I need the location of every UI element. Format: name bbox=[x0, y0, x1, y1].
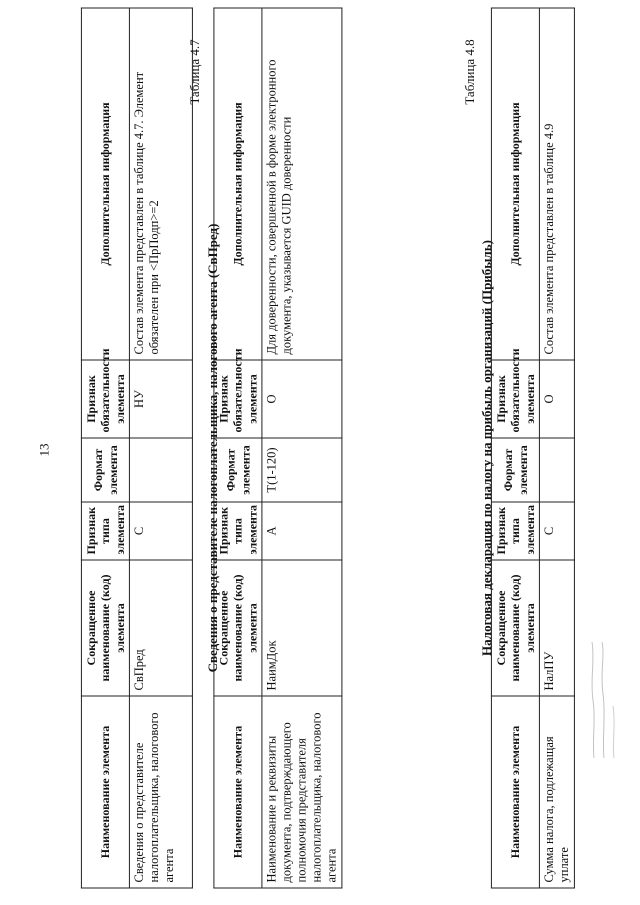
header-info: Дополнительная информация bbox=[214, 8, 262, 360]
scan-stamp bbox=[586, 700, 640, 760]
cell-required: О bbox=[540, 360, 575, 438]
table-row bbox=[540, 8, 575, 888]
table-4-7-wrapper bbox=[213, 8, 342, 889]
header-info: Дополнительная информация bbox=[81, 8, 129, 360]
page-number: 13 bbox=[36, 443, 52, 457]
table-4-8-wrapper bbox=[491, 8, 575, 889]
header-row bbox=[491, 8, 539, 888]
table-top bbox=[81, 8, 193, 889]
cell-code: НалПУ bbox=[540, 560, 575, 696]
header-info: Дополнительная информация bbox=[491, 8, 539, 360]
header-type: Признак типа элемента bbox=[491, 502, 539, 560]
header-required: Признак обязательности элемента bbox=[214, 360, 262, 438]
table-4-8-title: Налоговая декларация по налогу на прибыль организаций (Прибыль) bbox=[479, 240, 494, 656]
header-name: Наименование элемента bbox=[491, 696, 539, 888]
header-type: Признак типа элемента bbox=[214, 502, 262, 560]
cell-code: НаимДок bbox=[262, 560, 342, 696]
table-4-8-caption: Таблица 4.8 bbox=[462, 39, 477, 105]
cell-format: T(1-120) bbox=[262, 438, 342, 502]
cell-type: С bbox=[540, 502, 575, 560]
cell-type: А bbox=[262, 502, 342, 560]
header-code: Сокращенное наименование (код) элемента bbox=[491, 560, 539, 696]
table-4-8 bbox=[491, 8, 575, 889]
table-row bbox=[130, 8, 193, 888]
table-top-wrapper bbox=[81, 8, 193, 889]
header-format: Формат элемента bbox=[491, 438, 539, 502]
cell-required: НУ bbox=[130, 360, 193, 438]
cell-name: Сведения о представителе налогоплательщика, налогового агента bbox=[130, 696, 193, 888]
header-row bbox=[81, 8, 129, 888]
cell-format bbox=[130, 438, 193, 502]
cell-info: Состав элемента представлен в таблице 4.9 bbox=[540, 8, 575, 360]
scan-stamp-icon bbox=[586, 640, 626, 760]
header-format: Формат элемента bbox=[214, 438, 262, 502]
header-format: Формат элемента bbox=[81, 438, 129, 502]
header-name: Наименование элемента bbox=[214, 696, 262, 888]
header-required: Признак обязательности элемента bbox=[81, 360, 129, 438]
header-required: Признак обязательности элемента bbox=[491, 360, 539, 438]
cell-format bbox=[540, 438, 575, 502]
table-4-7-title: Сведения о представителе налогоплательщика, налогового агента (СвПред) bbox=[205, 223, 220, 673]
table-4-7-caption: Таблица 4.7 bbox=[187, 39, 202, 105]
header-type: Признак типа элемента bbox=[81, 502, 129, 560]
cell-type: С bbox=[130, 502, 193, 560]
header-code: Сокращенное наименование (код) элемента bbox=[214, 560, 262, 696]
cell-info: Состав элемента представлен в таблице 4.7. Элемент обязателен при <ПрПодп>=2 bbox=[130, 8, 193, 360]
cell-name: Наименование и реквизиты документа, подтверждающего полномочия представителя налогоплательщика, налогового агента bbox=[262, 696, 342, 888]
cell-code: СвПред bbox=[130, 560, 193, 696]
cell-required: О bbox=[262, 360, 342, 438]
header-code: Сокращенное наименование (код) элемента bbox=[81, 560, 129, 696]
cell-info: Для доверенности, совершенной в форме электронного документа, указывается GUID доверенности bbox=[262, 8, 342, 360]
header-row bbox=[214, 8, 262, 888]
cell-name: Сумма налога, подлежащая уплате bbox=[540, 696, 575, 888]
table-4-7 bbox=[213, 8, 342, 889]
header-name: Наименование элемента bbox=[81, 696, 129, 888]
table-row bbox=[262, 8, 342, 888]
